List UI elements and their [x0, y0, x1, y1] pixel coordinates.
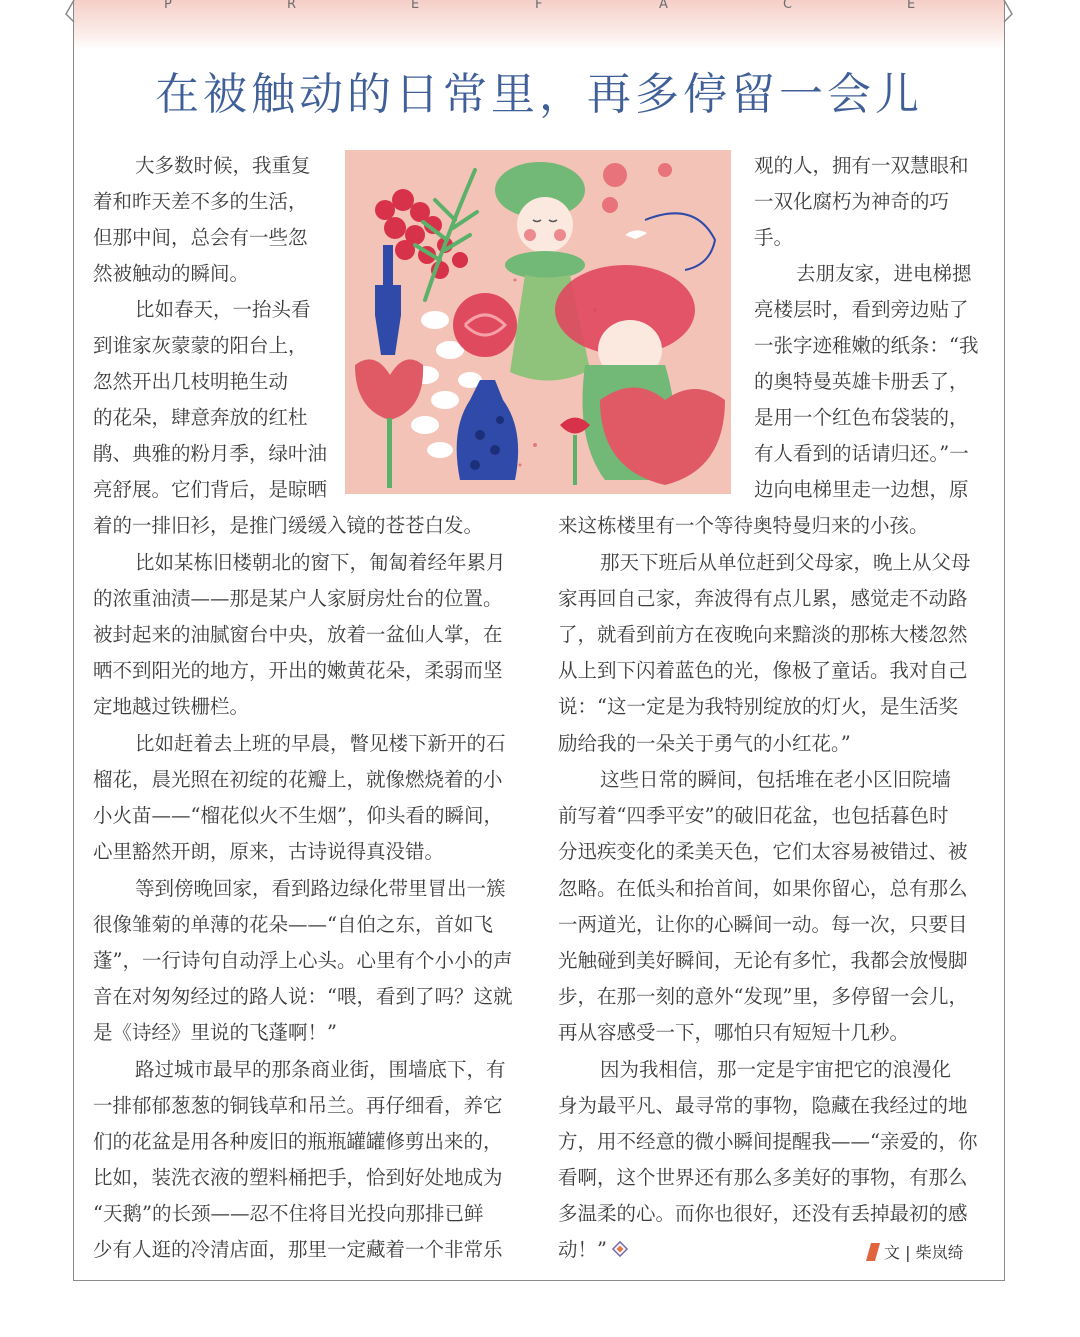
text-line: 比如春天，一抬头看 — [135, 298, 311, 321]
text-line: 亮舒展。它们背后，是晾晒 — [93, 478, 328, 501]
text-line: 励给我的一朵关于勇气的小红花。” — [558, 732, 851, 755]
text-line: 观的人，拥有一双慧眼和 — [754, 154, 969, 177]
text-line: 光触碰到美好瞬间，无论有多忙，我都会放慢脚 — [558, 949, 968, 972]
text-line: 有人看到的话请归还。”一 — [754, 442, 969, 465]
text-line: 亮楼层时，看到旁边贴了 — [754, 298, 969, 321]
preface-letter: E — [907, 0, 916, 12]
text-line: 到谁家灰蒙蒙的阳台上， — [93, 334, 308, 357]
author-byline — [862, 1240, 964, 1263]
text-line: 手。 — [754, 226, 794, 249]
text-line: 家再回自己家，奔波得有点儿累，感觉走不动路 — [558, 587, 968, 610]
text-line: 的花朵，肆意奔放的红杜 — [93, 406, 308, 429]
text-line: 前写着“四季平安”的破旧花盆，也包括暮色时 — [558, 804, 949, 827]
illustration-art — [345, 150, 731, 494]
text-line: 一排郁郁葱葱的铜钱草和吊兰。再仔细看，养它 — [93, 1094, 503, 1117]
preface-letter: F — [535, 0, 543, 12]
preface-letter: P — [164, 0, 172, 12]
text-line: 比如某栋旧楼朝北的窗下，匍匐着经年累月 — [135, 551, 506, 574]
text-line: 音在对匆匆经过的路人说：“喂，看到了吗？这就 — [93, 985, 513, 1008]
text-line: 心里豁然开朗，原来，古诗说得真没错。 — [93, 840, 445, 863]
text-line: 着和昨天差不多的生活， — [93, 190, 308, 213]
text-line: 再从容感受一下，哪怕只有短短十几秒。 — [558, 1021, 910, 1044]
text-line: 路过城市最早的那条商业街，围墙底下，有 — [135, 1058, 506, 1081]
text-line: 忽略。在低头和抬首间，如果你留心，总有那么 — [558, 877, 968, 900]
text-line: 一两道光，让你的心瞬间一动。每一次，只要目 — [558, 913, 968, 936]
text-line: 被封起来的油腻窗台中央，放着一盆仙人掌，在 — [93, 623, 503, 646]
text-line: 的浓重油渍——那是某户人家厨房灶台的位置。 — [93, 587, 503, 610]
byline-text: 文 | 柴岚绮 — [884, 1243, 964, 1262]
text-line: 是《诗经》里说的飞蓬啊！” — [93, 1021, 337, 1044]
text-line: 等到傍晚回家，看到路边绿化带里冒出一簇 — [135, 877, 506, 900]
text-line: 忽然开出几枝明艳生动 — [93, 370, 289, 393]
text-line: 一张字迹稚嫩的纸条：“我 — [754, 334, 979, 357]
text-line: 榴花，晨光照在初绽的花瓣上，就像燃烧着的小 — [93, 768, 503, 791]
text-line: 们的花盆是用各种废旧的瓶瓶罐罐修剪出来的， — [93, 1130, 503, 1153]
text-line: 边向电梯里走一边想，原 — [754, 478, 969, 501]
text-line: 蓬”，一行诗句自动浮上心头。心里有个小小的声 — [93, 949, 513, 972]
text-line: 步，在那一刻的意外“发现”里，多停留一会儿， — [558, 985, 968, 1008]
text-line: 小火苗——“榴花似火不生烟”，仰头看的瞬间， — [93, 804, 503, 827]
preface-letter: C — [783, 0, 793, 12]
text-line: 鹃、典雅的粉月季，绿叶油 — [93, 442, 328, 465]
text-line: 看啊，这个世界还有那么多美好的事物，有那么 — [558, 1166, 968, 1189]
text-line: 少有人逛的冷清店面，那里一定藏着一个非常乐 — [93, 1238, 503, 1261]
text-line: 身为最平凡、最寻常的事物，隐藏在我经过的地 — [558, 1094, 968, 1117]
text-line: 然被触动的瞬间。 — [93, 262, 250, 285]
text-line: 那天下班后从单位赶到父母家，晚上从父母 — [600, 551, 971, 574]
text-line: 多温柔的心。而你也很好，还没有丢掉最初的感 — [558, 1202, 968, 1225]
text-line: 大多数时候，我重复 — [135, 154, 311, 177]
text-line: 去朋友家，进电梯摁 — [796, 262, 972, 285]
text-line: 从上到下闪着蓝色的光，像极了童话。我对自己 — [558, 659, 968, 682]
preface-letter: A — [659, 0, 668, 12]
text-line: 比如赶着去上班的早晨，瞥见楼下新开的石 — [135, 732, 506, 755]
preface-header — [73, 0, 1005, 18]
page-title: 在被触动的日常里，再多停留一会儿 — [155, 69, 923, 120]
text-line: 晒不到阳光的地方，开出的嫩黄花朵，柔弱而坚 — [93, 659, 503, 682]
text-line: 说：“这一定是为我特别绽放的灯火，是生活奖 — [558, 695, 958, 718]
text-line: 是用一个红色布袋装的， — [754, 406, 969, 429]
text-line: 因为我相信，那一定是宇宙把它的浪漫化 — [600, 1058, 952, 1081]
text-line: 分迅疾变化的柔美天色，它们太容易被错过、被 — [558, 840, 968, 863]
text-line: 这些日常的瞬间，包括堆在老小区旧院墙 — [600, 768, 952, 791]
text-line: 定地越过铁栅栏。 — [93, 695, 250, 718]
text-line: 比如，装洗衣液的塑料桶把手，恰到好处地成为 — [93, 1166, 503, 1189]
preface-letter: R — [287, 0, 297, 12]
text-line: 动！” — [558, 1238, 607, 1261]
end-mark-icon — [611, 1240, 629, 1258]
text-line: 但那中间，总会有一些忽 — [93, 226, 308, 249]
illustration — [345, 150, 731, 494]
text-line: 方，用不经意的微小瞬间提醒我——“亲爱的，你 — [558, 1130, 978, 1153]
text-line: “天鹅”的长颈——忍不住将目光投向那排已鲜 — [93, 1202, 484, 1225]
text-line: 来这栋楼里有一个等待奥特曼归来的小孩。 — [558, 514, 929, 537]
text-line: 着的一排旧衫，是推门缓缓入镜的苍苍白发。 — [93, 514, 484, 537]
text-line: 了，就看到前方在夜晚向来黯淡的那栋大楼忽然 — [558, 623, 968, 646]
preface-letter: E — [411, 0, 420, 12]
text-line: 一双化腐朽为神奇的巧 — [754, 190, 950, 213]
text-line: 很像雏菊的单薄的花朵——“自伯之东，首如飞 — [93, 913, 493, 936]
text-line: 的奥特曼英雄卡册丢了， — [754, 370, 969, 393]
